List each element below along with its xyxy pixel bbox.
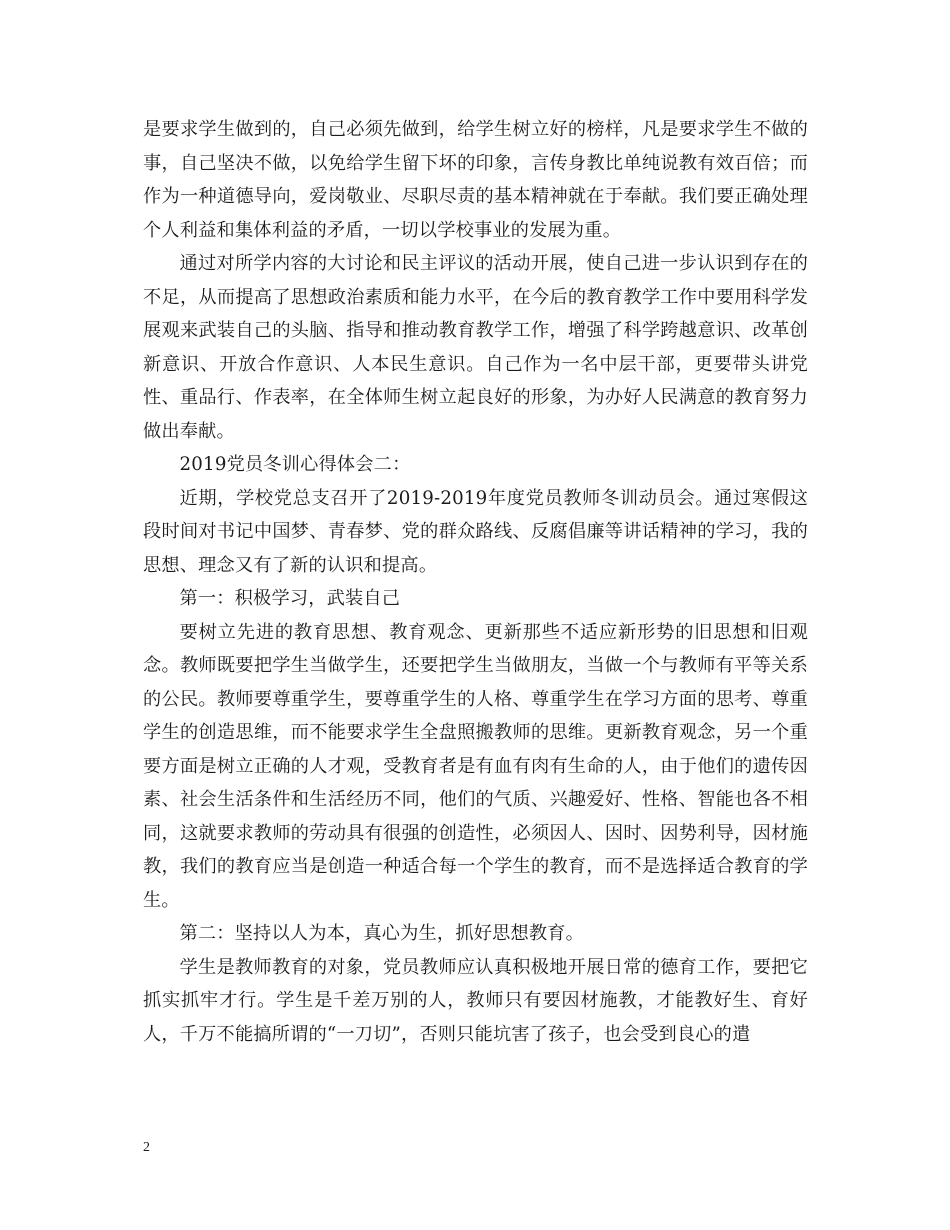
paragraph-4: 要树立先进的教育思想、教育观念、更新那些不适应新形势的旧思想和旧观念。教师既要把学生当做学生，还要把学生当做朋友，当做一个与教师有平等关系的公民。教师要尊重学生，要尊重学生的人格、尊重学生在学习方面的思考、尊重学生的创造思维，而不能要求学生全盘照搬教师的思维。更新教育观念，另一个重要方面是树立正确的人才观，受教育者是有血有肉有生命的人，由于他们的遗传因素、社会生活条件和生活经历不同，他们的气质、兴趣爱好、性格、智能也各不相同，这就要求教师的劳动具有很强的创造性，必须因人、因时、因势利导，因材施教，我们的教育应当是创造一种适合每一个学生的教育，而不是选择适合教育的学生。 <box>143 621 808 911</box>
paragraph-1: 是要求学生做到的，自己必须先做到，给学生树立好的榜样，凡是要求学生不做的事，自己坚决不做，以免给学生留下坏的印象，言传身教比单纯说教有效百倍；而作为一种道德导向，爱岗敬业、尽职尽责的基本精神就在于奉献。我们要正确处理个人利益和集体利益的矛盾，一切以学校事业的发展为重。 <box>143 119 808 241</box>
page-number: 2 <box>143 1140 150 1155</box>
section-heading-2: 2019党员冬训心得体会二： <box>179 454 411 475</box>
point-heading-1: 第一：积极学习，武装自己 <box>179 588 401 609</box>
point-heading-2: 第二：坚持以人为本，真心为生，抓好思想教育。 <box>179 923 585 944</box>
paragraph-5: 学生是教师教育的对象，党员教师应认真积极地开展日常的德育工作，要把它抓实抓牢才行。学生是千差万别的人，教师只有要因材施教，才能教好生、育好人，千万不能搞所谓的“一刀切”，否则只能坑害了孩子，也会受到良心的遣 <box>143 956 808 1045</box>
paragraph-3: 近期，学校党总支召开了2019-2019年度党员教师冬训动员会。通过寒假这段时间对书记中国梦、青春梦、党的群众路线、反腐倡廉等讲话精神的学习，我的思想、理念又有了新的认识和提高。 <box>143 487 808 576</box>
paragraph-2: 通过对所学内容的大讨论和民主评议的活动开展，使自己进一步认识到存在的不足，从而提高了思想政治素质和能力水平，在今后的教育教学工作中要用科学发展观来武装自己的头脑、指导和推动教育教学工作，增强了科学跨越意识、改革创新意识、开放合作意识、人本民生意识。自己作为一名中层干部，更要带头讲党性、重品行、作表率，在全体师生树立起良好的形象，为办好人民满意的教育努力做出奉献。 <box>143 253 808 442</box>
document-body <box>143 113 808 1051</box>
